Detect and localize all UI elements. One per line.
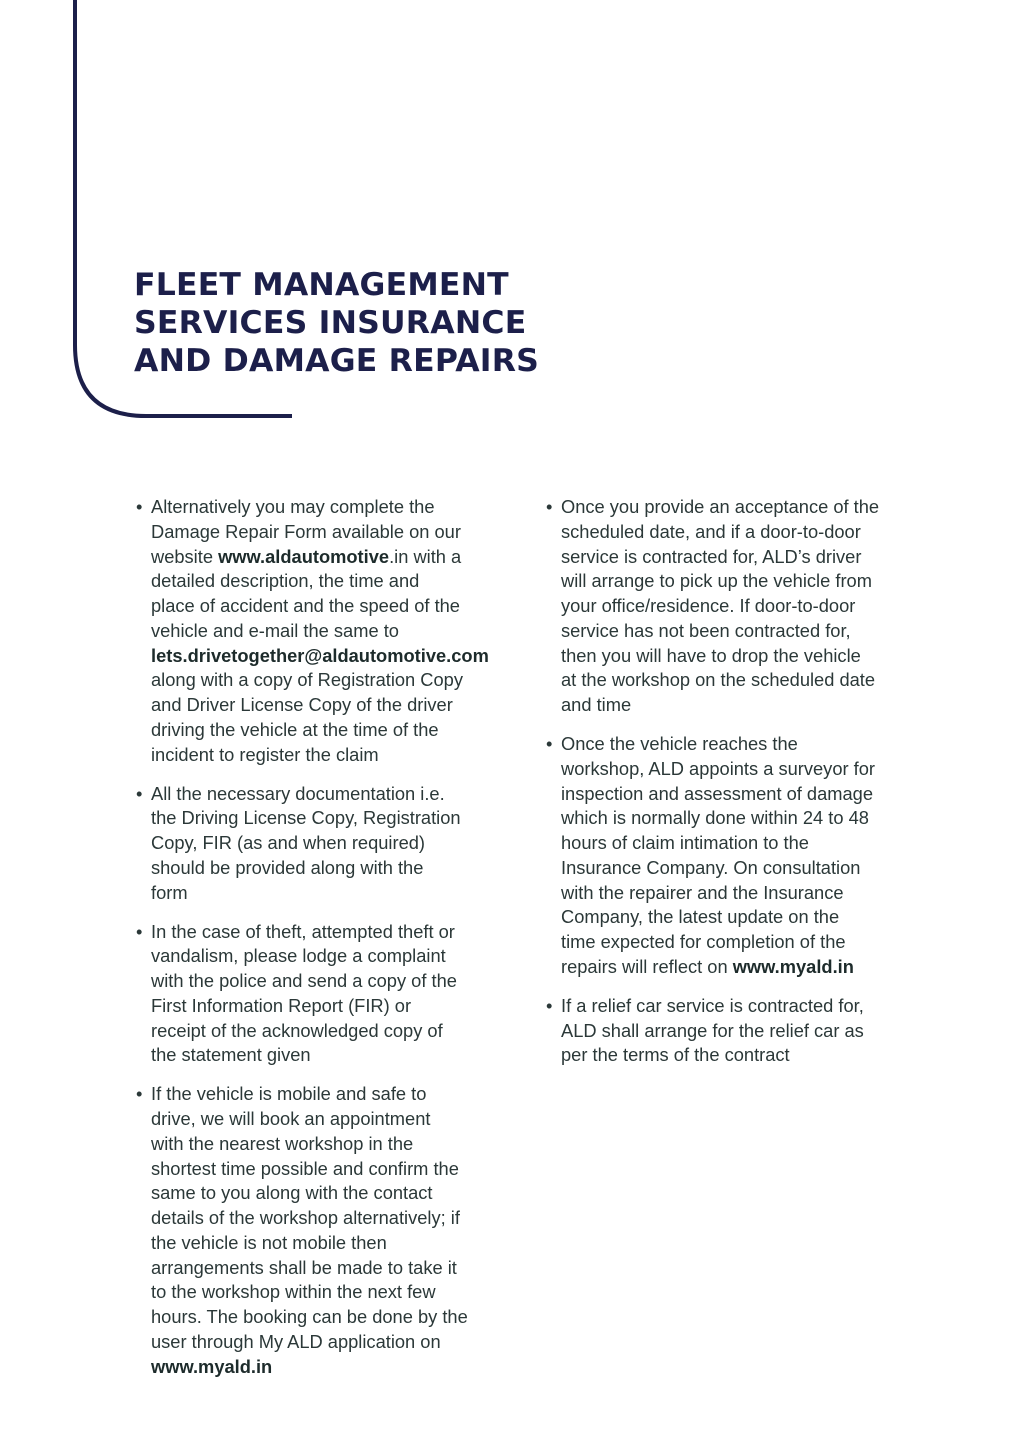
bullet-item (561, 495, 921, 718)
bullet-line: receipt of the acknowledged copy of (151, 1019, 443, 1041)
bullet-line: workshop, ALD appoints a surveyor for (561, 757, 875, 779)
bullet-line: with the nearest workshop in the (151, 1132, 414, 1154)
bullet-line: • All the necessary documentation i.e. (151, 782, 445, 804)
bullet-line: hours of claim intimation to the (561, 832, 809, 854)
bullet-line (151, 545, 511, 570)
left-column-bullets (151, 495, 511, 1394)
bullet-line: your office/residence. If door-to-door (561, 595, 856, 616)
bullet-line: and time (561, 694, 632, 715)
bullet-line: Damage Repair Form available on our (151, 520, 461, 542)
text-segment: repairs will reflect on (561, 955, 733, 977)
bullet-line: will arrange to pick up the vehicle from (561, 570, 872, 592)
bullet-line: at the workshop on the scheduled date (561, 669, 876, 691)
bullet-line: to the workshop within the next few (151, 1281, 436, 1303)
bullet-line: details of the workshop alternatively; if (151, 1207, 460, 1229)
right-column-bullets (561, 495, 921, 1082)
bullet-line (151, 1355, 511, 1380)
bullet-line: First Information Report (FIR) or (151, 994, 412, 1016)
title-line: AND DAMAGE REPAIRS (134, 343, 540, 379)
bullet-line: ALD shall arrange for the relief car as (561, 1019, 864, 1041)
bullet-item (151, 1082, 511, 1379)
bold-link-text: www.myald.in (151, 1355, 273, 1377)
bullet-line: vehicle and e-mail the same to (151, 619, 399, 641)
bullet-line: detailed description, the time and (151, 570, 420, 592)
bullet-line: service has not been contracted for, (561, 619, 851, 641)
bullet-line: with the police and send a copy of the (151, 970, 457, 992)
bullet-line: shortest time possible and confirm the (151, 1157, 459, 1179)
page-title (134, 266, 539, 380)
bullet-line: and Driver License Copy of the driver (151, 694, 453, 715)
bullet-line: the statement given (151, 1044, 311, 1066)
bullet-line: • If a relief car service is contracted for, (561, 994, 864, 1016)
bullet-line: Company, the latest update on the (561, 906, 840, 928)
bullet-line: which is normally done within 24 to 48 (561, 807, 869, 829)
bullet-line: Copy, FIR (as and when required) (151, 832, 426, 854)
bullet-item (151, 920, 511, 1069)
bullet-line: should be provided along with the (151, 856, 424, 878)
bullet-line: time expected for completion of the (561, 931, 846, 953)
bullet-line: the Driving License Copy, Registration (151, 807, 461, 829)
bullet-line: vandalism, please lodge a complaint (151, 945, 446, 967)
title-line: FLEET MANAGEMENT (134, 267, 509, 303)
bullet-item (151, 782, 511, 906)
bold-link-text: lets.drivetogether@aldautomotive.com (151, 644, 489, 666)
bold-link-text: www.myald.in (732, 955, 854, 977)
bullet-item (561, 732, 921, 980)
text-segment: .in with a (389, 545, 462, 567)
bullet-item (151, 495, 511, 767)
bullet-line: the vehicle is not mobile then (151, 1231, 387, 1253)
bullet-line: with the repairer and the Insurance (561, 881, 844, 903)
bullet-line: Insurance Company. On consultation (561, 856, 861, 878)
bullet-line: • Once you provide an acceptance of the (561, 496, 880, 517)
bullet-line: • If the vehicle is mobile and safe to (151, 1083, 427, 1105)
bullet-line: scheduled date, and if a door-to-door (561, 520, 861, 542)
bullet-line: incident to register the claim (151, 743, 379, 765)
bullet-line: • In the case of theft, attempted theft or (151, 920, 455, 942)
bullet-line: along with a copy of Registration Copy (151, 669, 463, 691)
bullet-line: drive, we will book an appointment (151, 1108, 431, 1130)
bullet-line: place of accident and the speed of the (151, 595, 460, 616)
text-segment: website (151, 545, 219, 567)
bullet-line: inspection and assessment of damage (561, 782, 873, 804)
bullet-item (561, 994, 921, 1068)
title-line: SERVICES INSURANCE (134, 305, 527, 341)
bullet-line: • Alternatively you may complete the (151, 496, 435, 517)
bullet-line: user through My ALD application on (151, 1330, 441, 1352)
bullet-line: per the terms of the contract (561, 1044, 790, 1066)
bullet-line: then you will have to drop the vehicle (561, 644, 861, 666)
bullet-line: form (151, 881, 188, 903)
bullet-line: arrangements shall be made to take it (151, 1256, 457, 1278)
bullet-line (561, 955, 921, 980)
bold-link-text: www.aldautomotive (218, 545, 390, 567)
bullet-line: • Once the vehicle reaches the (561, 733, 798, 755)
bullet-line: driving the vehicle at the time of the (151, 718, 439, 740)
bullet-line: service is contracted for, ALD’s driver (561, 545, 862, 567)
bullet-line (151, 644, 511, 669)
bullet-line: hours. The booking can be done by the (151, 1306, 468, 1328)
bullet-line: same to you along with the contact (151, 1182, 433, 1204)
